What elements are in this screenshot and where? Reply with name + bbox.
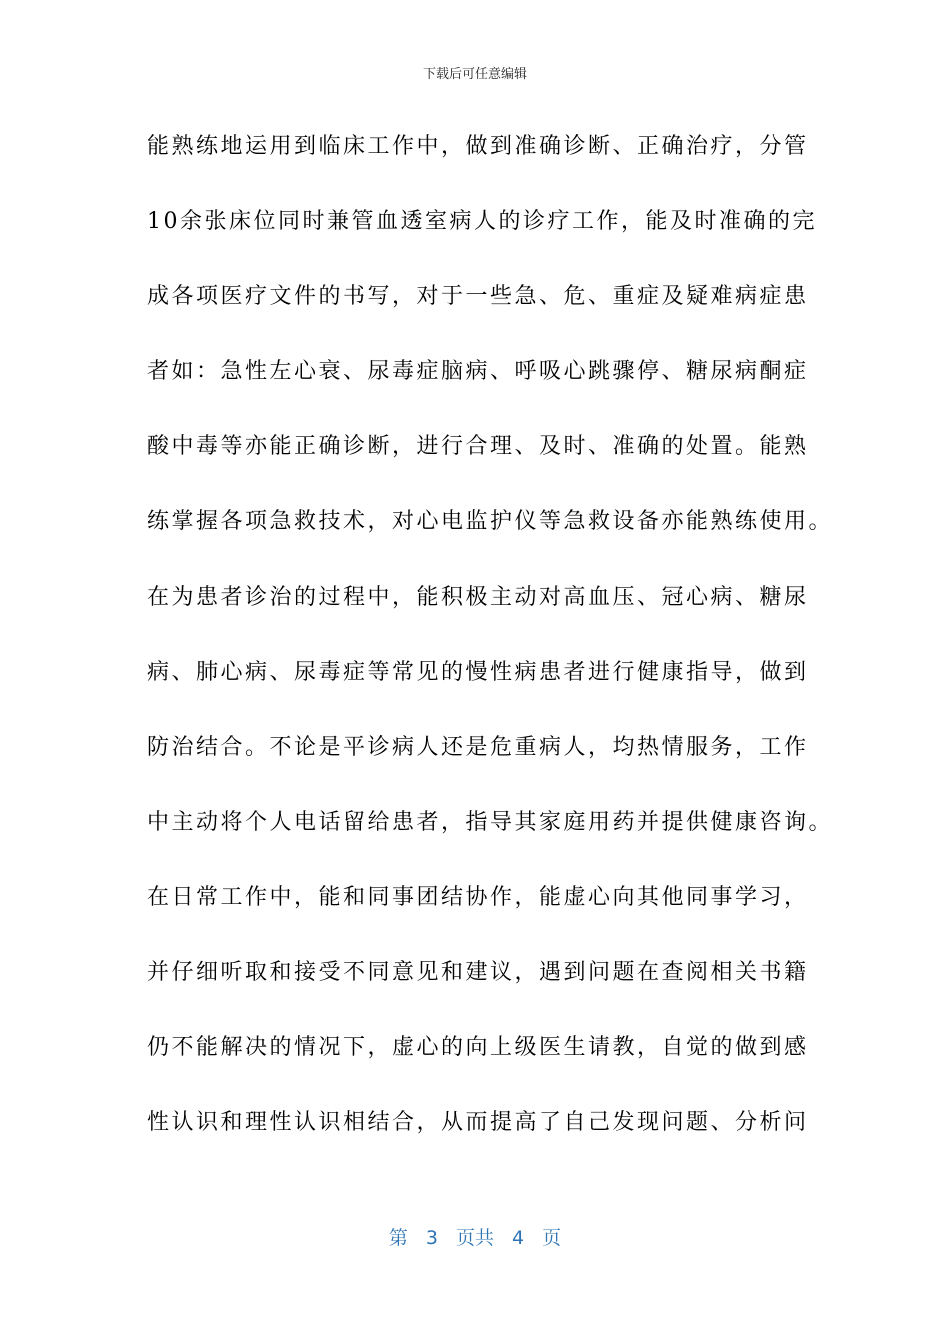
footer-page-mid: 页共 <box>455 1227 494 1249</box>
body-line-10: 中主动将个人电话留给患者，指导其家庭用药并提供健康咨询。 <box>147 809 834 835</box>
body-line-3: 成各项医疗文件的书写，对于一些急、危、重症及疑难病症患 <box>147 284 809 310</box>
footer-page-suffix: 页 <box>542 1227 562 1249</box>
footer-current-page: 3 <box>425 1227 438 1249</box>
body-line-8: 病、肺心病、尿毒症等常见的慢性病患者进行健康指导，做到 <box>147 659 809 685</box>
body-line-5: 酸中毒等亦能正确诊断，进行合理、及时、准确的处置。能熟 <box>147 434 809 460</box>
document-body <box>147 128 834 1179</box>
body-line-9: 防治结合。不论是平诊病人还是危重病人，均热情服务，工作 <box>147 734 809 760</box>
page-header: 下载后可任意编辑 <box>422 67 527 82</box>
body-line-13: 仍不能解决的情况下，虚心的向上级医生请教，自觉的做到感 <box>147 1035 809 1061</box>
body-line-6: 练掌握各项急救技术，对心电监护仪等急救设备亦能熟练使用。 <box>147 509 834 535</box>
body-line-14: 性认识和理性认识相结合，从而提高了自己发现问题、分析问 <box>147 1110 809 1136</box>
footer-page-prefix: 第 <box>388 1227 408 1249</box>
footer-total-pages: 4 <box>512 1227 525 1249</box>
body-line-4: 者如：急性左心衰、尿毒症脑病、呼吸心跳骤停、糖尿病酮症 <box>147 359 809 385</box>
body-line-7: 在为患者诊治的过程中，能积极主动对高血压、冠心病、糖尿 <box>147 584 809 610</box>
page-footer <box>0 1224 950 1252</box>
body-line-1: 能熟练地运用到临床工作中，做到准确诊断、正确治疗，分管 <box>147 134 809 159</box>
body-line-11: 在日常工作中，能和同事团结协作，能虚心向其他同事学习， <box>147 884 809 910</box>
body-line-12: 并仔细听取和接受不同意见和建议，遇到问题在查阅相关书籍 <box>147 960 809 986</box>
body-line-2: 10余张床位同时兼管血透室病人的诊疗工作，能及时准确的完 <box>147 209 817 235</box>
